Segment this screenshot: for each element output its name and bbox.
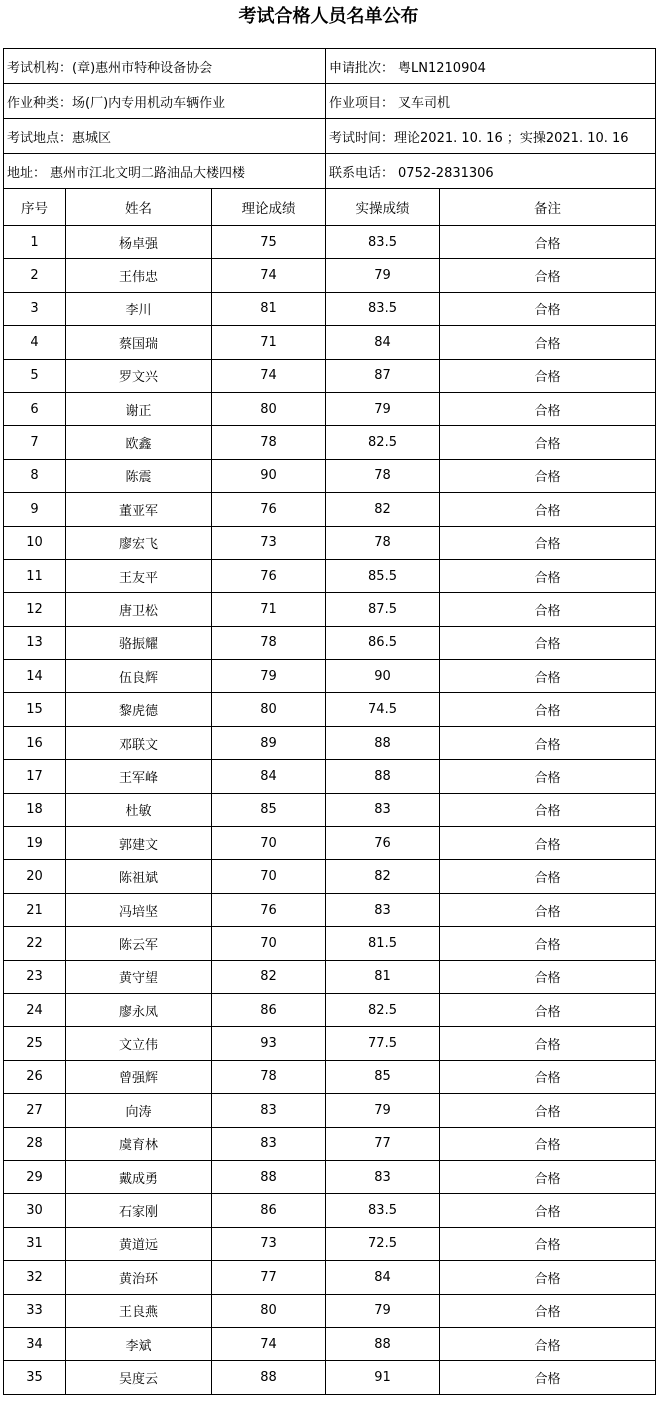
table-row	[4, 593, 656, 626]
header-index: 序号	[4, 189, 66, 226]
table-row	[4, 793, 656, 826]
exam-time-label: 考试时间：	[329, 130, 395, 146]
cell-remark: 合格	[440, 726, 656, 759]
exam-org-label: 考试机构：	[7, 60, 73, 76]
cell-theory-score: 73	[212, 1227, 326, 1260]
cell-remark: 合格	[440, 827, 656, 860]
cell-name: 王军峰	[66, 760, 212, 793]
cell-remark: 合格	[440, 526, 656, 559]
cell-index: 11	[4, 559, 66, 592]
cell-index: 2	[4, 259, 66, 292]
cell-index: 10	[4, 526, 66, 559]
table-row	[4, 1027, 656, 1060]
cell-practical-score: 82.5	[326, 993, 440, 1026]
table-row	[4, 1194, 656, 1227]
table-row	[4, 1261, 656, 1294]
cell-index: 16	[4, 726, 66, 759]
cell-name: 骆振耀	[66, 626, 212, 659]
cell-practical-score: 83.5	[326, 292, 440, 325]
cell-theory-score: 70	[212, 860, 326, 893]
cell-practical-score: 79	[326, 1094, 440, 1127]
cell-theory-score: 76	[212, 559, 326, 592]
cell-practical-score: 85.5	[326, 559, 440, 592]
cell-name: 黄治环	[66, 1261, 212, 1294]
header-name: 姓名	[66, 189, 212, 226]
approval-cell	[326, 49, 656, 84]
approval-label: 申请批次：	[329, 60, 395, 76]
cell-theory-score: 71	[212, 326, 326, 359]
cell-remark: 合格	[440, 426, 656, 459]
table-row	[4, 660, 656, 693]
table-header-row	[4, 189, 656, 226]
cell-name: 石家刚	[66, 1194, 212, 1227]
cell-index: 5	[4, 359, 66, 392]
cell-index: 3	[4, 292, 66, 325]
cell-practical-score: 77	[326, 1127, 440, 1160]
table-row	[4, 1227, 656, 1260]
cell-theory-score: 79	[212, 660, 326, 693]
cell-name: 董亚军	[66, 493, 212, 526]
cell-practical-score: 78	[326, 526, 440, 559]
cell-name: 曾强辉	[66, 1060, 212, 1093]
cell-name: 欧鑫	[66, 426, 212, 459]
cell-name: 陈祖斌	[66, 860, 212, 893]
cell-practical-score: 84	[326, 1261, 440, 1294]
work-type-value: 场(厂)内专用机动车辆作业	[72, 95, 226, 111]
table-row	[4, 1060, 656, 1093]
cell-theory-score: 93	[212, 1027, 326, 1060]
cell-practical-score: 81.5	[326, 927, 440, 960]
cell-practical-score: 76	[326, 827, 440, 860]
cell-index: 12	[4, 593, 66, 626]
table-row	[4, 292, 656, 325]
work-type-label: 作业种类：	[7, 95, 73, 111]
table-row	[4, 493, 656, 526]
cell-practical-score: 88	[326, 760, 440, 793]
cell-index: 23	[4, 960, 66, 993]
table-row	[4, 226, 656, 259]
cell-index: 9	[4, 493, 66, 526]
cell-remark: 合格	[440, 626, 656, 659]
cell-theory-score: 70	[212, 827, 326, 860]
table-row	[4, 559, 656, 592]
cell-name: 陈震	[66, 459, 212, 492]
cell-practical-score: 83	[326, 893, 440, 926]
cell-index: 31	[4, 1227, 66, 1260]
cell-practical-score: 82	[326, 860, 440, 893]
cell-remark: 合格	[440, 1227, 656, 1260]
table-row	[4, 359, 656, 392]
cell-index: 30	[4, 1194, 66, 1227]
cell-name: 王友平	[66, 559, 212, 592]
cell-name: 黎虎德	[66, 693, 212, 726]
cell-index: 33	[4, 1294, 66, 1327]
cell-index: 17	[4, 760, 66, 793]
cell-theory-score: 89	[212, 726, 326, 759]
header-remark: 备注	[440, 189, 656, 226]
cell-remark: 合格	[440, 893, 656, 926]
work-project-value: 叉车司机	[398, 95, 451, 111]
cell-remark: 合格	[440, 1160, 656, 1193]
table-row	[4, 1160, 656, 1193]
header-theory-score: 理论成绩	[212, 189, 326, 226]
cell-remark: 合格	[440, 960, 656, 993]
cell-theory-score: 74	[212, 359, 326, 392]
cell-theory-score: 83	[212, 1094, 326, 1127]
cell-remark: 合格	[440, 993, 656, 1026]
cell-theory-score: 74	[212, 259, 326, 292]
cell-theory-score: 78	[212, 626, 326, 659]
cell-theory-score: 86	[212, 1194, 326, 1227]
address-value: 惠州市江北文明二路油品大楼四楼	[50, 165, 246, 181]
cell-name: 伍良辉	[66, 660, 212, 693]
cell-index: 4	[4, 326, 66, 359]
info-row-address	[4, 154, 656, 189]
cell-theory-score: 77	[212, 1261, 326, 1294]
table-row	[4, 1127, 656, 1160]
cell-index: 19	[4, 827, 66, 860]
cell-practical-score: 87	[326, 359, 440, 392]
info-row-org	[4, 49, 656, 84]
work-project-cell	[326, 84, 656, 119]
cell-remark: 合格	[440, 1127, 656, 1160]
cell-practical-score: 88	[326, 1327, 440, 1360]
exam-time-value: 理论2021. 10. 16 ；实操2021. 10. 16	[394, 130, 629, 146]
cell-name: 吴度云	[66, 1361, 212, 1394]
table-row	[4, 1294, 656, 1327]
table-row	[4, 1361, 656, 1394]
cell-name: 黄守望	[66, 960, 212, 993]
cell-remark: 合格	[440, 392, 656, 425]
cell-index: 21	[4, 893, 66, 926]
cell-name: 谢正	[66, 392, 212, 425]
cell-index: 28	[4, 1127, 66, 1160]
cell-practical-score: 79	[326, 1294, 440, 1327]
cell-practical-score: 86.5	[326, 626, 440, 659]
cell-practical-score: 74.5	[326, 693, 440, 726]
cell-practical-score: 90	[326, 660, 440, 693]
exam-org-value: (章)惠州市特种设备协会	[72, 60, 213, 76]
cell-index: 15	[4, 693, 66, 726]
cell-practical-score: 81	[326, 960, 440, 993]
cell-practical-score: 85	[326, 1060, 440, 1093]
table-row	[4, 426, 656, 459]
table-row	[4, 259, 656, 292]
cell-name: 虞育林	[66, 1127, 212, 1160]
cell-remark: 合格	[440, 459, 656, 492]
cell-index: 34	[4, 1327, 66, 1360]
cell-remark: 合格	[440, 693, 656, 726]
cell-index: 7	[4, 426, 66, 459]
cell-index: 24	[4, 993, 66, 1026]
table-row	[4, 993, 656, 1026]
cell-practical-score: 84	[326, 326, 440, 359]
cell-practical-score: 72.5	[326, 1227, 440, 1260]
cell-remark: 合格	[440, 1194, 656, 1227]
cell-name: 向涛	[66, 1094, 212, 1127]
cell-remark: 合格	[440, 292, 656, 325]
cell-index: 35	[4, 1361, 66, 1394]
cell-theory-score: 90	[212, 459, 326, 492]
table-row	[4, 1327, 656, 1360]
cell-practical-score: 82.5	[326, 426, 440, 459]
cell-remark: 合格	[440, 359, 656, 392]
info-row-type	[4, 84, 656, 119]
table-row	[4, 860, 656, 893]
cell-theory-score: 82	[212, 960, 326, 993]
exam-place-value: 惠城区	[72, 130, 112, 146]
cell-theory-score: 83	[212, 1127, 326, 1160]
cell-theory-score: 70	[212, 927, 326, 960]
cell-practical-score: 83	[326, 793, 440, 826]
cell-name: 郭建文	[66, 827, 212, 860]
cell-remark: 合格	[440, 1027, 656, 1060]
results-table	[3, 48, 656, 1395]
cell-remark: 合格	[440, 660, 656, 693]
cell-name: 王良燕	[66, 1294, 212, 1327]
cell-theory-score: 78	[212, 426, 326, 459]
cell-practical-score: 83.5	[326, 1194, 440, 1227]
phone-label: 联系电话：	[329, 165, 395, 181]
phone-cell	[326, 154, 656, 189]
cell-name: 文立伟	[66, 1027, 212, 1060]
table-row	[4, 726, 656, 759]
cell-theory-score: 88	[212, 1361, 326, 1394]
cell-name: 李斌	[66, 1327, 212, 1360]
cell-remark: 合格	[440, 927, 656, 960]
cell-theory-score: 71	[212, 593, 326, 626]
cell-theory-score: 84	[212, 760, 326, 793]
exam-place-cell	[4, 119, 326, 154]
cell-theory-score: 88	[212, 1160, 326, 1193]
cell-index: 29	[4, 1160, 66, 1193]
cell-theory-score: 76	[212, 493, 326, 526]
table-row	[4, 893, 656, 926]
table-row	[4, 392, 656, 425]
exam-org-cell	[4, 49, 326, 84]
cell-remark: 合格	[440, 259, 656, 292]
cell-name: 唐卫松	[66, 593, 212, 626]
cell-remark: 合格	[440, 326, 656, 359]
table-row	[4, 459, 656, 492]
cell-practical-score: 83	[326, 1160, 440, 1193]
cell-practical-score: 88	[326, 726, 440, 759]
cell-practical-score: 79	[326, 259, 440, 292]
cell-theory-score: 73	[212, 526, 326, 559]
address-cell	[4, 154, 326, 189]
header-practical-score: 实操成绩	[326, 189, 440, 226]
table-row	[4, 693, 656, 726]
cell-theory-score: 80	[212, 693, 326, 726]
cell-name: 廖宏飞	[66, 526, 212, 559]
cell-theory-score: 86	[212, 993, 326, 1026]
cell-remark: 合格	[440, 1261, 656, 1294]
cell-index: 6	[4, 392, 66, 425]
table-row	[4, 827, 656, 860]
cell-remark: 合格	[440, 1327, 656, 1360]
cell-practical-score: 78	[326, 459, 440, 492]
cell-index: 20	[4, 860, 66, 893]
cell-remark: 合格	[440, 860, 656, 893]
cell-index: 27	[4, 1094, 66, 1127]
cell-name: 陈云军	[66, 927, 212, 960]
cell-practical-score: 79	[326, 392, 440, 425]
cell-index: 26	[4, 1060, 66, 1093]
cell-index: 22	[4, 927, 66, 960]
cell-name: 李川	[66, 292, 212, 325]
cell-practical-score: 87.5	[326, 593, 440, 626]
exam-place-label: 考试地点：	[7, 130, 73, 146]
table-row	[4, 1094, 656, 1127]
cell-remark: 合格	[440, 1060, 656, 1093]
cell-theory-score: 81	[212, 292, 326, 325]
cell-name: 王伟忠	[66, 259, 212, 292]
cell-index: 8	[4, 459, 66, 492]
cell-theory-score: 78	[212, 1060, 326, 1093]
cell-practical-score: 77.5	[326, 1027, 440, 1060]
cell-name: 杨卓强	[66, 226, 212, 259]
cell-theory-score: 76	[212, 893, 326, 926]
cell-theory-score: 80	[212, 1294, 326, 1327]
cell-remark: 合格	[440, 593, 656, 626]
cell-remark: 合格	[440, 1294, 656, 1327]
cell-remark: 合格	[440, 1094, 656, 1127]
cell-practical-score: 82	[326, 493, 440, 526]
cell-practical-score: 83.5	[326, 226, 440, 259]
cell-theory-score: 80	[212, 392, 326, 425]
cell-index: 13	[4, 626, 66, 659]
cell-index: 1	[4, 226, 66, 259]
cell-name: 黄道远	[66, 1227, 212, 1260]
cell-name: 戴成勇	[66, 1160, 212, 1193]
cell-name: 廖永凤	[66, 993, 212, 1026]
info-row-place	[4, 119, 656, 154]
table-row	[4, 960, 656, 993]
cell-index: 25	[4, 1027, 66, 1060]
cell-remark: 合格	[440, 760, 656, 793]
table-row	[4, 326, 656, 359]
cell-index: 18	[4, 793, 66, 826]
cell-remark: 合格	[440, 493, 656, 526]
work-type-cell	[4, 84, 326, 119]
page-title: 考试合格人员名单公布	[238, 6, 419, 27]
cell-name: 冯培坚	[66, 893, 212, 926]
cell-remark: 合格	[440, 559, 656, 592]
cell-theory-score: 74	[212, 1327, 326, 1360]
table-row	[4, 927, 656, 960]
cell-name: 蔡国瑞	[66, 326, 212, 359]
approval-value: 粤LN1210904	[398, 60, 486, 76]
cell-remark: 合格	[440, 793, 656, 826]
cell-theory-score: 85	[212, 793, 326, 826]
exam-time-cell	[326, 119, 656, 154]
cell-index: 32	[4, 1261, 66, 1294]
cell-remark: 合格	[440, 226, 656, 259]
cell-name: 罗文兴	[66, 359, 212, 392]
table-row	[4, 760, 656, 793]
cell-name: 邓联文	[66, 726, 212, 759]
cell-practical-score: 91	[326, 1361, 440, 1394]
table-row	[4, 526, 656, 559]
cell-name: 杜敏	[66, 793, 212, 826]
cell-index: 14	[4, 660, 66, 693]
address-label: 地址：	[7, 165, 47, 181]
work-project-label: 作业项目：	[329, 95, 395, 111]
cell-theory-score: 75	[212, 226, 326, 259]
table-row	[4, 626, 656, 659]
phone-value: 0752-2831306	[398, 165, 494, 181]
cell-remark: 合格	[440, 1361, 656, 1394]
